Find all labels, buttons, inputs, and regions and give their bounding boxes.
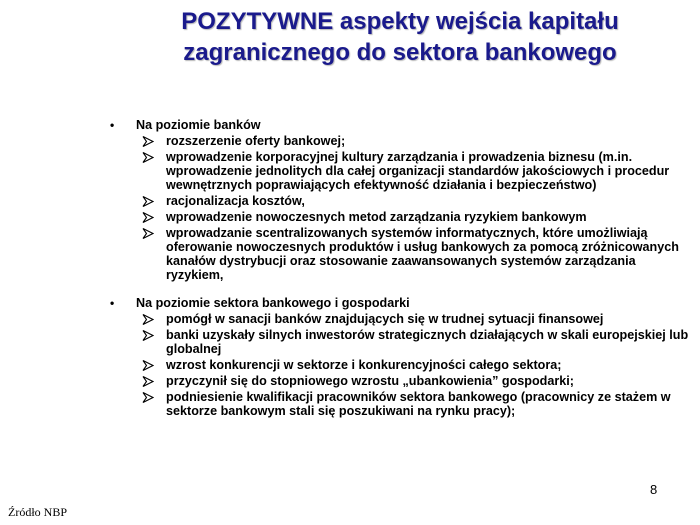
list-item-text: banki uzyskały silnych inwestorów strategicznych działających w skali europejskiej lub globalnej (166, 328, 689, 356)
list-item-text: wprowadzenie nowoczesnych metod zarządzania ryzykiem bankowym (166, 210, 587, 224)
arrowhead-icon (142, 360, 154, 371)
list-item-text: wzrost konkurencji w sektorze i konkurencyjności całego sektora; (166, 358, 562, 372)
arrowhead-icon (142, 228, 154, 239)
list-item (142, 328, 690, 356)
section-heading (110, 118, 690, 132)
list-item (142, 358, 690, 372)
title-line-2: zagranicznego do sektora bankowego (183, 39, 617, 66)
slide-title (100, 6, 700, 68)
section-items (110, 312, 690, 418)
list-item-text: racjonalizacja kosztów, (166, 194, 305, 208)
list-item-text: wprowadzanie scentralizowanych systemów informatycznych, które umożliwiają oferowanie nowoczesnych produktów i usług bankowych za pomocą zróżnicowanych kanałów dystrybucji oraz stosowanie zaawansowanych systemów zarządzania ryzykiem, (166, 226, 679, 282)
list-item-text: pomógł w sanacji banków znajdujących się w trudnej sytuacji finansowej (166, 312, 604, 326)
list-item (142, 210, 690, 224)
section-heading (110, 296, 690, 310)
page-number: 8 (650, 482, 658, 497)
arrowhead-icon (142, 330, 154, 341)
list-item (142, 194, 690, 208)
list-item-text: przyczynił się do stopniowego wzrostu „ubankowienia” gospodarki; (166, 374, 574, 388)
arrowhead-icon (142, 314, 154, 325)
arrowhead-icon (142, 392, 154, 403)
slide-content (110, 118, 690, 432)
list-item (142, 374, 690, 388)
list-item (142, 312, 690, 326)
section-heading-text: Na poziomie banków (136, 118, 261, 132)
bullet-dot-icon: • (110, 118, 115, 132)
list-item (142, 150, 690, 192)
list-item-text: wprowadzenie korporacyjnej kultury zarządzania i prowadzenia biznesu (m.in. wprowadzenie jednolitych dla całej organizacji standardów jakościowych i procedur wewnętrznych poprawiających efektywność działania i bezpieczeństwo) (166, 150, 670, 192)
section-heading-text: Na poziomie sektora bankowego i gospodarki (136, 296, 410, 310)
bullet-dot-icon: • (110, 296, 115, 310)
list-item (142, 226, 690, 282)
source-note: Źródło NBP (8, 505, 68, 519)
arrowhead-icon (142, 376, 154, 387)
section-sector-economy (110, 296, 690, 418)
arrowhead-icon (142, 212, 154, 223)
arrowhead-icon (142, 196, 154, 207)
section-items (110, 134, 690, 282)
list-item (142, 134, 690, 148)
arrowhead-icon (142, 136, 154, 147)
list-item-text: rozszerzenie oferty bankowej; (166, 134, 346, 148)
section-banks (110, 118, 690, 282)
title-line-1: POZYTYWNE aspekty wejścia kapitału (181, 8, 619, 35)
list-item (142, 390, 690, 418)
arrowhead-icon (142, 152, 154, 163)
list-item-text: podniesienie kwalifikacji pracowników sektora bankowego (pracownicy ze stażem w sektorze bankowym stali się poszukiwani na rynku pracy); (166, 390, 671, 418)
